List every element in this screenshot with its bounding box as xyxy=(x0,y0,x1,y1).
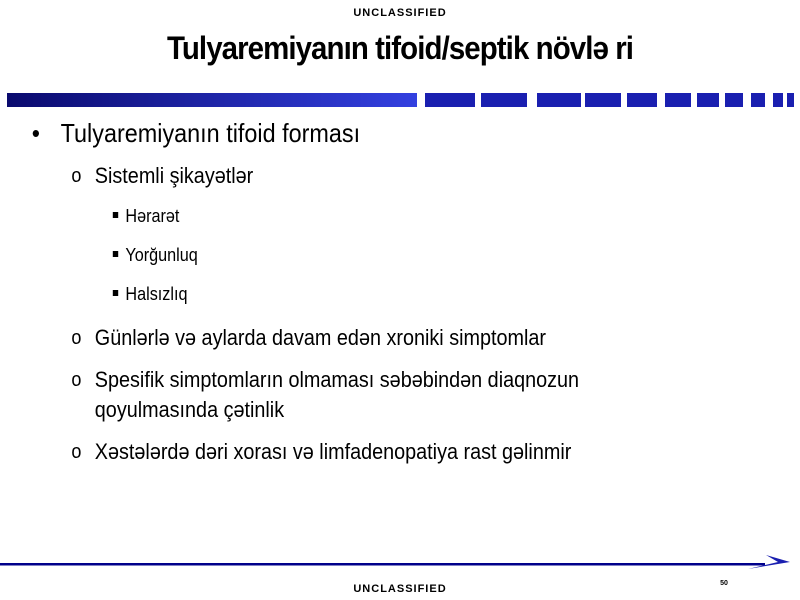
page-number: 50 xyxy=(720,580,728,587)
title-bar-decoration xyxy=(7,93,794,107)
sub-sub-bullet xyxy=(30,203,696,229)
title-bar-block xyxy=(787,93,794,107)
sub-bullet xyxy=(30,365,671,425)
sub-bullet-text: Xǝstǝlǝrdǝ dǝri xorası vǝ limfadenopatiya rast gǝlinmir xyxy=(94,439,572,464)
title-bar-block xyxy=(697,93,719,107)
sub-bullet-text: Günlǝrlǝ vǝ aylarda davam edǝn xroniki simptomlar xyxy=(94,325,547,350)
bullet-dot-icon: • xyxy=(31,118,40,148)
square-bullet-icon xyxy=(113,290,118,296)
sub-sub-bullet-text: Yorğunluq xyxy=(125,245,198,265)
title-bar-block xyxy=(585,93,621,107)
sub-sub-bullet xyxy=(30,281,696,307)
sub-bullet-text: Spesifik simptomların olmaması sǝbǝbindǝn diaqnozun qoyulmasında çǝtinlik xyxy=(94,367,580,422)
classification-top: UNCLASSIFIED xyxy=(353,7,447,19)
sub-sub-bullet-text: Halsızlıq xyxy=(125,284,188,304)
title-bar-block xyxy=(751,93,765,107)
title-bar-block xyxy=(537,93,581,107)
title-bar-block xyxy=(773,93,783,107)
square-bullet-icon xyxy=(113,212,118,218)
title-bar-block xyxy=(725,93,743,107)
bottom-rule-arrowhead xyxy=(748,555,790,569)
title-bar-block xyxy=(425,93,475,107)
bottom-rule-arrow xyxy=(0,555,800,575)
bullet-main xyxy=(30,117,696,149)
sub-sub-bullet xyxy=(30,242,696,268)
slide-content xyxy=(30,115,770,467)
title-bar-block xyxy=(481,93,527,107)
sub-bullet-text: Sistemli şikayǝtlǝr xyxy=(94,163,254,188)
circle-bullet-icon: o xyxy=(71,441,82,463)
classification-bottom: UNCLASSIFIED xyxy=(353,583,447,595)
sub-bullet xyxy=(30,161,696,191)
sub-bullet xyxy=(30,323,696,353)
slide-title: Tulyaremiyanın tifoid/septik növlǝ ri xyxy=(166,30,634,66)
sub-bullet xyxy=(30,437,696,467)
circle-bullet-icon: o xyxy=(71,165,82,187)
circle-bullet-icon: o xyxy=(71,369,82,391)
title-bar-block xyxy=(665,93,691,107)
title-bar-block xyxy=(627,93,657,107)
square-bullet-icon xyxy=(113,251,118,257)
bottom-rule-line xyxy=(0,563,765,566)
bullet-main-text: Tulyaremiyanın tifoid forması xyxy=(60,118,361,148)
title-bar-main xyxy=(7,93,417,107)
sub-sub-bullet-text: Hǝrarǝt xyxy=(125,206,180,226)
circle-bullet-icon: o xyxy=(71,327,82,349)
